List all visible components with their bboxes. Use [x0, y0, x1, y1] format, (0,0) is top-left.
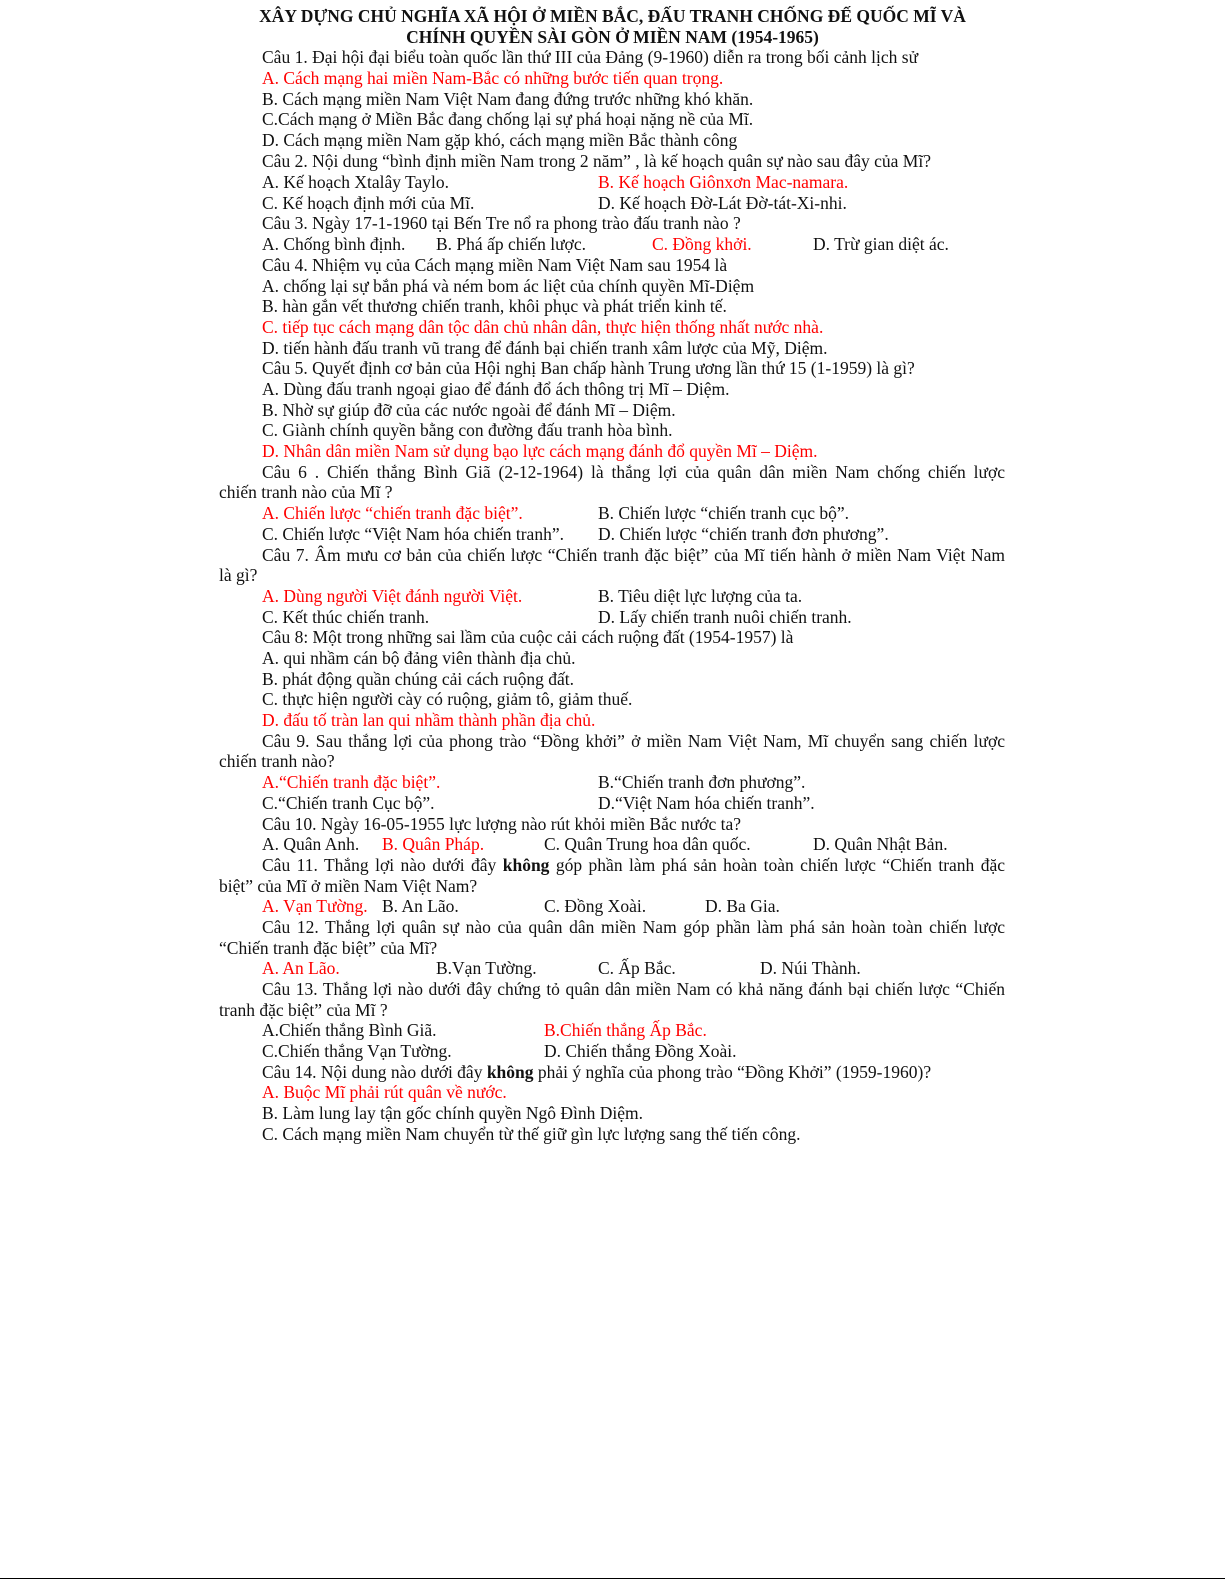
question-11-emphasis: không [502, 855, 550, 875]
q2-option-a: A. Kế hoạch Xtalây Taylo. [262, 172, 450, 192]
q14-option-c: C. Cách mạng miền Nam chuyển từ thế giữ gìn lực lượng sang thế tiến công. [262, 1124, 801, 1144]
q7-option-d: D. Lấy chiến tranh nuôi chiến tranh. [598, 607, 852, 627]
q7-option-c: C. Kết thúc chiến tranh. [262, 607, 430, 627]
question-6-line-1: Câu 6 . Chiến thắng Bình Giã (2-12-1964) là thắng lợi của quân dân miền Nam chống chiến lược [262, 462, 1005, 482]
q6-option-c: C. Chiến lược “Việt Nam hóa chiến tranh”. [262, 524, 564, 544]
q11-option-a-answer: A. Vạn Tường. [262, 896, 368, 916]
question-14-text-start: Câu 14. Nội dung nào dưới đây [262, 1062, 487, 1082]
question-6-line-2: chiến tranh nào của Mĩ ? [219, 482, 393, 502]
q4-option-c-answer: C. tiếp tục cách mạng dân tộc dân chủ nhân dân, thực hiện thống nhất nước nhà. [262, 317, 824, 337]
q9-option-d: D.“Việt Nam hóa chiến tranh”. [598, 793, 815, 813]
q12-option-b: B.Vạn Tường. [436, 958, 537, 978]
q8-option-d-answer: D. đấu tố tràn lan qui nhầm thành phần địa chủ. [262, 710, 596, 730]
q6-option-a-answer: A. Chiến lược “chiến tranh đặc biệt”. [262, 503, 523, 523]
q11-option-c: C. Đồng Xoài. [544, 896, 647, 916]
question-11-line-1 [262, 855, 1005, 875]
q1-option-c: C.Cách mạng ở Miền Bắc đang chống lại sự phá hoại nặng nề của Mĩ. [262, 109, 754, 129]
q13-option-c: C.Chiến thắng Vạn Tường. [262, 1041, 452, 1061]
q1-option-b: B. Cách mạng miền Nam Việt Nam đang đứng trước những khó khăn. [262, 89, 754, 109]
question-8: Câu 8: Một trong những sai lầm của cuộc cải cách ruộng đất (1954-1957) là [262, 627, 794, 647]
q6-option-b: B. Chiến lược “chiến tranh cục bộ”. [598, 503, 850, 523]
question-3: Câu 3. Ngày 17-1-1960 tại Bến Tre nổ ra phong trào đấu tranh nào ? [262, 213, 741, 233]
question-11-line-2: biệt” của Mĩ ở miền Nam Việt Nam? [219, 876, 478, 896]
q12-option-a-answer: A. An Lão. [262, 958, 340, 978]
q10-option-d: D. Quân Nhật Bản. [813, 834, 948, 854]
question-14-emphasis: không [486, 1062, 534, 1082]
question-13-line-1: Câu 13. Thắng lợi nào dưới đây chứng tỏ quân dân miền Nam có khả năng đánh bại chiến lược “Chiến [262, 979, 1005, 999]
question-11-text-start: Câu 11. Thắng lợi nào dưới đây [262, 855, 503, 875]
question-12-line-1: Câu 12. Thắng lợi quân sự nào của quân dân miền Nam góp phần làm phá sản hoàn toàn chiến lược [262, 917, 1005, 937]
q10-option-a: A. Quân Anh. [262, 834, 360, 854]
q7-option-a-answer: A. Dùng người Việt đánh người Việt. [262, 586, 523, 606]
q4-option-d: D. tiến hành đấu tranh vũ trang để đánh bại chiến tranh xâm lược của Mỹ, Diệm. [262, 338, 828, 358]
q3-option-c-answer: C. Đồng khởi. [652, 234, 752, 254]
q10-option-b-answer: B. Quân Pháp. [382, 834, 485, 854]
q2-option-c: C. Kế hoạch định mới của Mĩ. [262, 193, 475, 213]
q14-option-b: B. Làm lung lay tận gốc chính quyền Ngô Đình Diệm. [262, 1103, 644, 1123]
question-1: Câu 1. Đại hội đại biểu toàn quốc lần thứ III của Đảng (9-1960) diễn ra trong bối cảnh lịch sử [262, 47, 919, 67]
q9-option-c: C.“Chiến tranh Cục bộ”. [262, 793, 435, 813]
document-title-line-2: CHÍNH QUYỀN SÀI GÒN Ở MIỀN NAM (1954-1965) [406, 27, 819, 47]
q13-option-a: A.Chiến thắng Bình Giã. [262, 1020, 437, 1040]
q1-option-d: D. Cách mạng miền Nam gặp khó, cách mạng miền Bắc thành công [262, 130, 738, 150]
q9-option-a-answer: A.“Chiến tranh đặc biệt”. [262, 772, 441, 792]
q7-option-b: B. Tiêu diệt lực lượng của ta. [598, 586, 803, 606]
question-14 [262, 1062, 931, 1082]
question-10: Câu 10. Ngày 16-05-1955 lực lượng nào rút khỏi miền Bắc nước ta? [262, 814, 742, 834]
question-9-line-2: chiến tranh nào? [219, 751, 335, 771]
q5-option-b: B. Nhờ sự giúp đỡ của các nước ngoài để đánh Mĩ – Diệm. [262, 400, 676, 420]
q11-option-d: D. Ba Gia. [705, 896, 780, 916]
q10-option-c: C. Quân Trung hoa dân quốc. [544, 834, 751, 854]
page-bottom-rule [0, 1578, 1225, 1579]
q3-option-d: D. Trừ gian diệt ác. [813, 234, 949, 254]
q4-option-a: A. chống lại sự bắn phá và ném bom ác liệt của chính quyền Mĩ-Diệm [262, 276, 755, 296]
q12-option-c: C. Ấp Bắc. [598, 958, 676, 978]
question-5: Câu 5. Quyết định cơ bản của Hội nghị Ban chấp hành Trung ương lần thứ 15 (1-1959) là gì? [262, 358, 915, 378]
question-4: Câu 4. Nhiệm vụ của Cách mạng miền Nam Việt Nam sau 1954 là [262, 255, 728, 275]
q2-option-b-answer: B. Kế hoạch Giônxơn Mac-namara. [598, 172, 849, 192]
question-12-line-2: “Chiến tranh đặc biệt” của Mĩ? [219, 938, 438, 958]
q5-option-c: C. Giành chính quyền bằng con đường đấu tranh hòa bình. [262, 420, 673, 440]
question-2: Câu 2. Nội dung “bình định miền Nam trong 2 năm” , là kế hoạch quân sự nào sau đây của Mĩ? [262, 151, 931, 171]
q12-option-d: D. Núi Thành. [760, 958, 861, 978]
q5-option-d-answer: D. Nhân dân miền Nam sử dụng bạo lực cách mạng đánh đổ quyền Mĩ – Diệm. [262, 441, 818, 461]
q1-option-a-answer: A. Cách mạng hai miền Nam-Bắc có những bước tiến quan trọng. [262, 68, 724, 88]
q8-option-c: C. thực hiện người cày có ruộng, giảm tô, giảm thuế. [262, 689, 633, 709]
document-title-line-1: XÂY DỰNG CHỦ NGHĨA XÃ HỘI Ở MIỀN BẮC, ĐẤU TRANH CHỐNG ĐẾ QUỐC MĨ VÀ [259, 6, 966, 26]
q3-option-a: A. Chống bình định. [262, 234, 406, 254]
q3-option-b: B. Phá ấp chiến lược. [436, 234, 586, 254]
q8-option-a: A. qui nhầm cán bộ đảng viên thành địa chủ. [262, 648, 576, 668]
q8-option-b: B. phát động quần chúng cải cách ruộng đất. [262, 669, 574, 689]
q13-option-d: D. Chiến thắng Đồng Xoài. [544, 1041, 737, 1061]
q14-option-a-answer: A. Buộc Mĩ phải rút quân về nước. [262, 1082, 507, 1102]
q9-option-b: B.“Chiến tranh đơn phương”. [598, 772, 806, 792]
question-7-line-2: là gì? [219, 565, 258, 585]
q13-option-b-answer: B.Chiến thắng Ấp Bắc. [544, 1020, 707, 1040]
q6-option-d: D. Chiến lược “chiến tranh đơn phương”. [598, 524, 889, 544]
question-13-line-2: tranh đặc biệt” của Mĩ ? [219, 1000, 388, 1020]
q2-option-d: D. Kế hoạch Đờ-Lát Đờ-tát-Xi-nhi. [598, 193, 847, 213]
question-9-line-1: Câu 9. Sau thắng lợi của phong trào “Đồng khởi” ở miền Nam Việt Nam, Mĩ chuyển sang chiến lược [262, 731, 1005, 751]
question-7-line-1: Câu 7. Âm mưu cơ bản của chiến lược “Chiến tranh đặc biệt” của Mĩ tiến hành ở miền Nam Việt Nam [262, 545, 1005, 565]
q4-option-b: B. hàn gắn vết thương chiến tranh, khôi phục và phát triển kinh tế. [262, 296, 727, 316]
q11-option-b: B. An Lão. [382, 896, 459, 916]
question-14-text-end: phải ý nghĩa của phong trào “Đồng Khởi” (1959-1960)? [533, 1062, 932, 1082]
question-11-text-end: góp phần làm phá sản hoàn toàn chiến lược “Chiến tranh đặc [549, 855, 1006, 875]
q5-option-a: A. Dùng đấu tranh ngoại giao để đánh đổ ách thông trị Mĩ – Diệm. [262, 379, 730, 399]
